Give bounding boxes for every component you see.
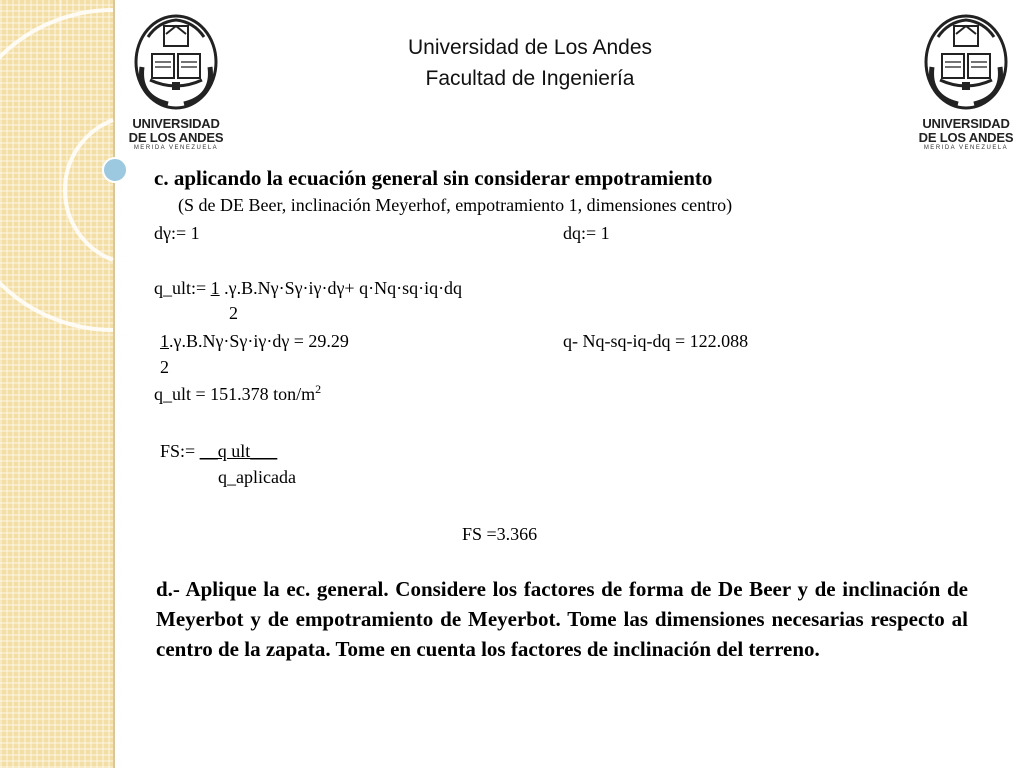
decorative-arc-outer bbox=[0, 10, 113, 330]
fs-denominator: q_aplicada bbox=[218, 467, 296, 487]
dq-assignment: dq:= 1 bbox=[563, 223, 610, 243]
qult-formula-numerator: 1 bbox=[210, 278, 220, 298]
qult-result bbox=[154, 383, 321, 405]
term2-result: q- Nq-sq-iq-dq = 122.088 bbox=[563, 331, 749, 351]
section-c-subheading: (S de DE Beer, inclinación Meyerhof, empotramiento 1, dimensiones centro) bbox=[178, 195, 733, 215]
section-d-paragraph: d.- Aplique la ec. general. Considere los factores de forma de De Beer y de inclinación de Meyerbot y de empotramiento de Meyerbot. Tome las dimensiones necesarias respecto al centro de la zapata. Tome en cuenta los factores de inclinación del terreno. bbox=[156, 577, 968, 661]
logo-text-university: UNIVERSIDAD bbox=[922, 116, 1010, 131]
fs-formula bbox=[160, 440, 277, 462]
decorative-blue-dot bbox=[103, 158, 127, 182]
decorative-arc-inner bbox=[65, 120, 113, 260]
section-c-heading: c. aplicando la ecuación general sin considerar empotramiento bbox=[154, 166, 713, 190]
qult-formula-denominator: 2 bbox=[229, 303, 238, 323]
term1-numerator: 1 bbox=[160, 331, 169, 351]
fs-prefix: FS:= bbox=[160, 441, 200, 461]
logo-text-merida: MERIDA VENEZUELA bbox=[133, 145, 219, 151]
term1-rest: .γ.B.Nγ·Sγ·iγ·dγ = 29.29 bbox=[169, 331, 349, 351]
header-faculty: Facultad de Ingeniería bbox=[425, 67, 635, 90]
university-crest-icon bbox=[918, 12, 1014, 112]
fs-result: FS =3.366 bbox=[462, 524, 538, 544]
term1-denominator: 2 bbox=[160, 357, 169, 377]
logo-text-de-los-andes: DE LOS ANDES bbox=[128, 130, 224, 145]
university-logo-right bbox=[918, 12, 1014, 152]
qult-formula-rest: .γ.B.Nγ·Sγ·iγ·dγ+ q·Nq·sq·iq·dq bbox=[219, 278, 463, 298]
fs-numerator: __q ult___ bbox=[199, 441, 278, 461]
logo-text-merida: MERIDA VENEZUELA bbox=[923, 145, 1009, 151]
university-crest-icon bbox=[128, 12, 224, 112]
qult-result-value: q_ult = 151.378 ton/m bbox=[154, 384, 316, 404]
logo-text-university: UNIVERSIDAD bbox=[132, 116, 220, 131]
slide-header bbox=[300, 32, 760, 94]
qult-formula-prefix: q_ult:= bbox=[154, 278, 211, 298]
university-logo-left bbox=[128, 12, 224, 152]
d-gamma-assignment: dγ:= 1 bbox=[154, 223, 200, 243]
logo-text-de-los-andes: DE LOS ANDES bbox=[918, 130, 1014, 145]
qult-unit-exponent: 2 bbox=[315, 382, 322, 396]
qult-formula bbox=[154, 277, 462, 299]
header-university: Universidad de Los Andes bbox=[408, 36, 652, 59]
term1-result bbox=[160, 330, 349, 352]
